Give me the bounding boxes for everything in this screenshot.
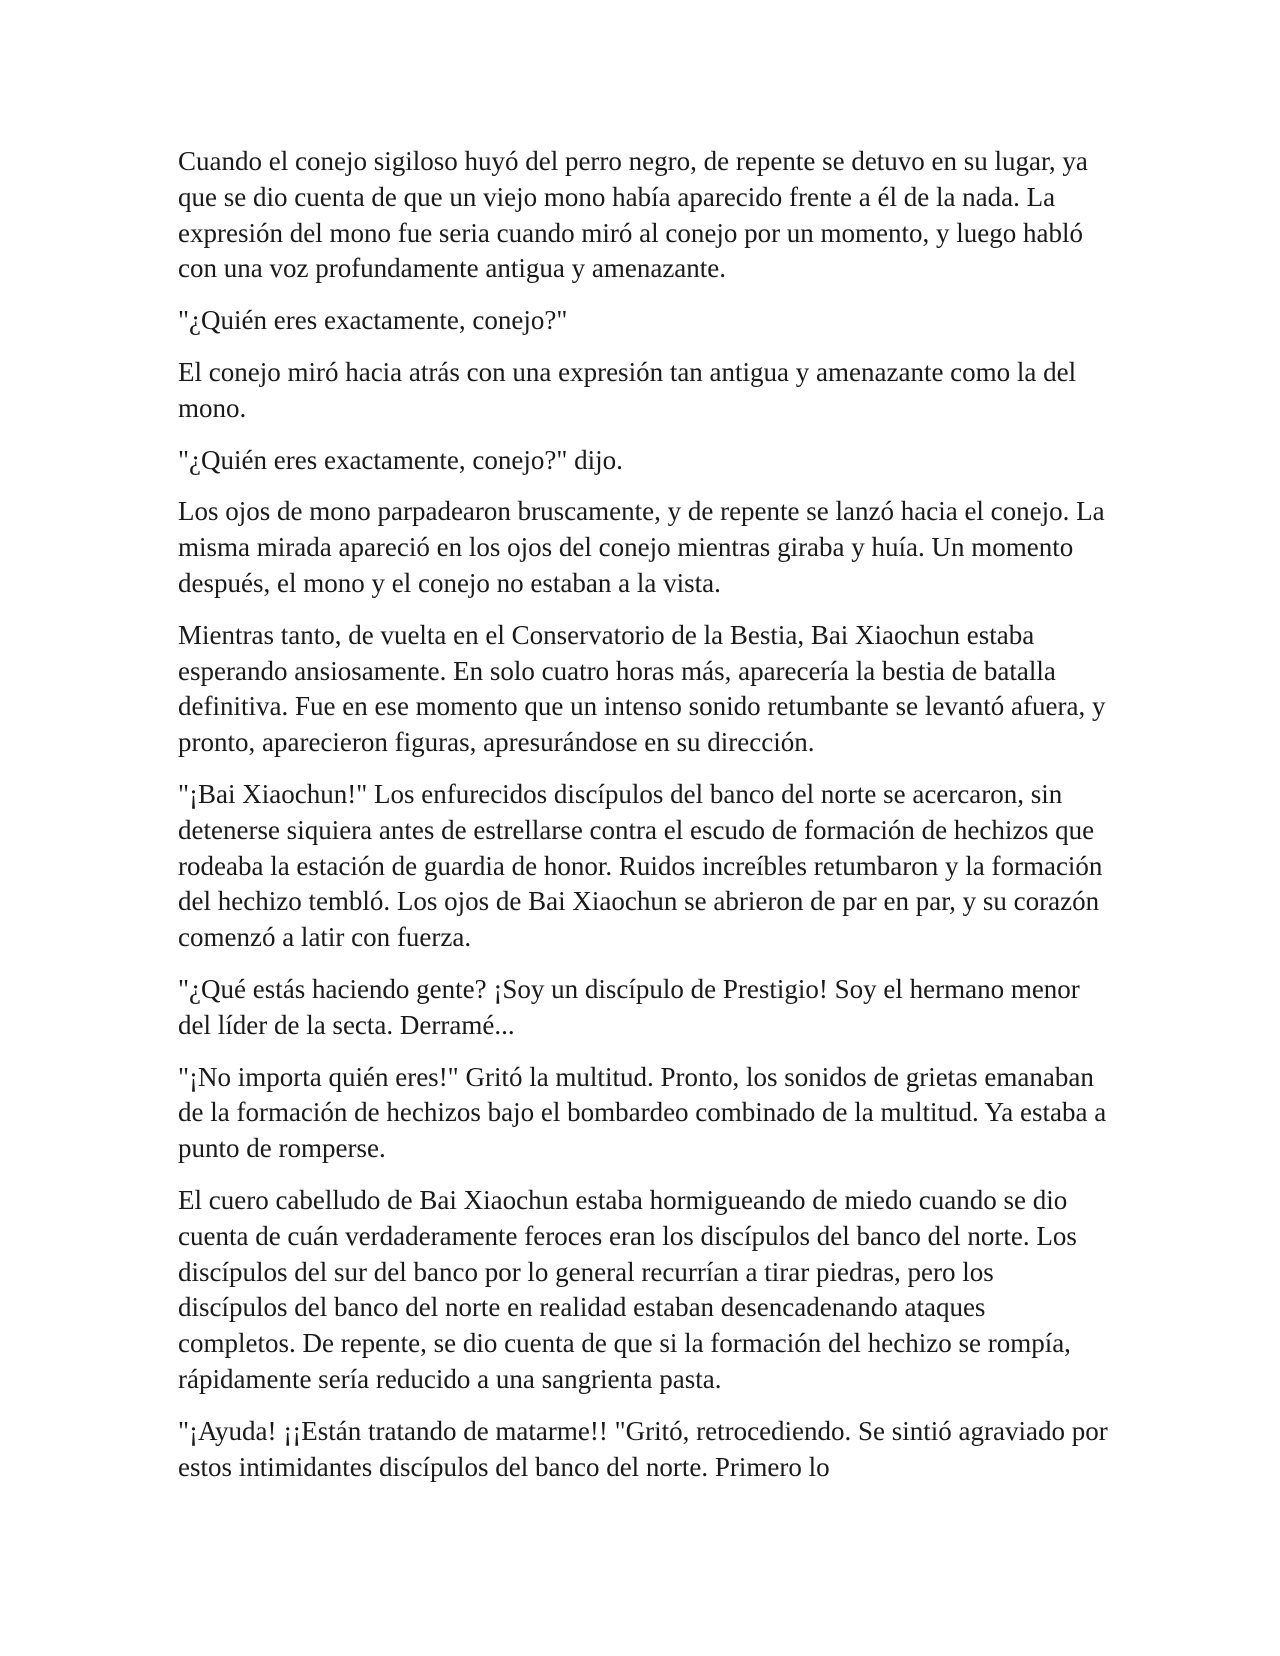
paragraph-1: Cuando el conejo sigiloso huyó del perro negro, de repente se detuvo en su lugar, ya que se dio cuenta de que un viejo mono había aparecido frente a él de la nada. La expresión del mono fue seria cuando miró al conejo por un momento, y luego habló con una voz profundamente antigua y amenazante. [178,146,1088,284]
paragraph-6: Mientras tanto, de vuelta en el Conservatorio de la Bestia, Bai Xiaochun estaba esperando ansiosamente. En solo cuatro horas más, aparecería la bestia de batalla definitiva. Fue en ese momento que un intenso sonido retumbante se levantó afuera, y pronto, aparecieron figuras, apresurándose en su dirección. [178,619,1106,758]
paragraph-11: "¡Ayuda! ¡¡Están tratando de matarme!! "Gritó, retrocediendo. Se sintió agraviado por estos intimidantes discípulos del banco del norte. Primero lo [178,1415,1108,1482]
paragraph-7: "¡Bai Xiaochun!" Los enfurecidos discípulos del banco del norte se acercaron, sin detenerse siquiera antes de estrellarse contra el escudo de formación de hechizos que rodeaba la estación de guardia de honor. Ruidos increíbles retumbaron y la formación del hechizo tembló. Los ojos de Bai Xiaochun se abrieron de par en par, y su corazón comenzó a latir con fuerza. [178,778,1103,953]
paragraph-8: "¿Qué estás haciendo gente? ¡Soy un discípulo de Prestigio! Soy el hermano menor del líder de la secta. Derramé... [178,973,1080,1040]
paragraph-3: El conejo miró hacia atrás con una expresión tan antigua y amenazante como la del mono. [178,356,1077,423]
document-page [178,144,1108,1501]
paragraph-2: "¿Quién eres exactamente, conejo?" [178,305,568,336]
paragraph-5: Los ojos de mono parpadearon bruscamente, y de repente se lanzó hacia el conejo. La misma mirada apareció en los ojos del conejo mientras giraba y huía. Un momento después, el mono y el conejo no estaban a la vista. [178,496,1105,598]
paragraph-9: "¡No importa quién eres!" Gritó la multitud. Pronto, los sonidos de grietas emanaban de la formación de hechizos bajo el bombardeo combinado de la multitud. Ya estaba a punto de romperse. [178,1061,1107,1164]
paragraph-10: El cuero cabelludo de Bai Xiaochun estaba hormigueando de miedo cuando se dio cuenta de cuán verdaderamente feroces eran los discípulos del banco del norte. Los discípulos del sur del banco por lo general recurrían a tirar piedras, pero los discípulos del banco del norte en realidad estaban desencadenando ataques completos. De repente, se dio cuenta de que si la formación del hechizo se rompía, rápidamente sería reducido a una sangrienta pasta. [178,1184,1077,1394]
paragraph-4: "¿Quién eres exactamente, conejo?" dijo. [178,444,623,475]
